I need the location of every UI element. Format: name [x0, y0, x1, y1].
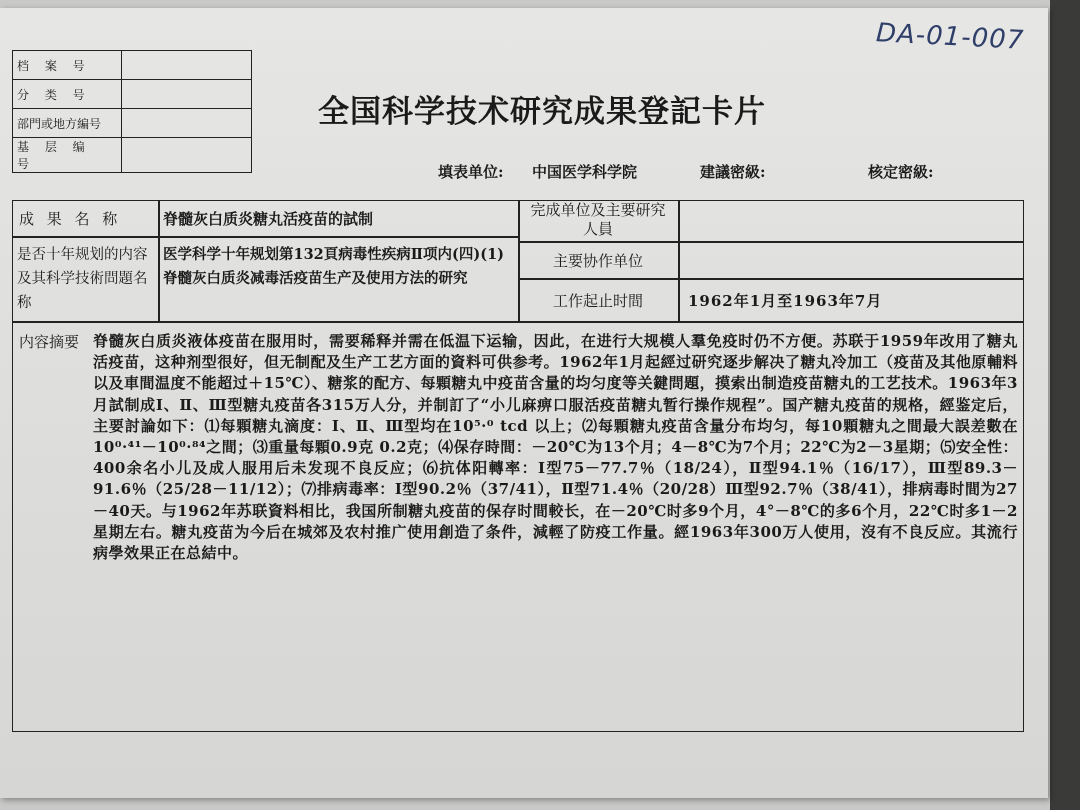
row-divider — [518, 241, 1023, 243]
registry-value — [122, 80, 252, 109]
abstract-text: 脊髓灰白质炎液体疫苗在服用时，需要稀释并需在低温下运输，因此，在进行大规模人羣免疫时仍不方便。苏联于1959年改用了糖丸活疫苗，这种剂型很好，但无制配及生产工艺方面的資料可供参考。1962年1月起經过研究逐步解决了糖丸冷加工（疫苗及其他原輔料以及車間温度不能超过＋15℃）、糖浆的配方、每顆糖丸中疫苗含量的均匀度等关鍵問題，摸索出制造疫苗糖丸的工艺技术。1963年3月試制成Ⅰ、Ⅱ、Ⅲ型糖丸疫苗各315万人分，并制訂了“小儿麻痹口服活疫苗糖丸暂行操作规程”。国产糖丸疫苗的规格，經鉴定后，主要討論如下：⑴每顆糖丸滴度：Ⅰ、Ⅱ、Ⅲ型均在10⁵·⁰ tcd 以上；⑵每顆糖丸疫苗含量分布均匀，每10顆糖丸之間最大誤差數在10⁰·⁴¹－10⁰·⁸⁴之間；⑶重量每顆0.9克 0.2克；⑷保存時間：－20℃为13个月；4－8℃为7个月；22℃为2－3星期；⑸安全性：400余名小儿及成人服用后未发现不良反应；⑹抗体阳轉率：Ⅰ型75－77.7％（18/24），Ⅱ型94.1％（16/17），Ⅲ型89.3－91.6％（25/28－11/12）；⑺排病毒率：Ⅰ型90.2％（37/41），Ⅱ型71.4％（20/28）Ⅲ型92.7％（38/41），排病毒时間为27－40天。与1962年苏联資料相比，我国所制糖丸疫苗的保存时間較长，在－20℃时多9个月，4°－8℃的多6个月，22℃时多1－2星期左右。糖丸疫苗为今后在城郊及农村推广使用創造了条件，減輕了防疫工作量。經1963年300万人使用，沒有不良反应。其流行病學效果正在总結中。 — [93, 332, 1018, 563]
result-name-label: 成 果 名 称 — [19, 210, 122, 228]
registry-table — [12, 50, 252, 173]
approved-secrecy-label: 核定密級: — [868, 163, 934, 181]
abstract-label: 内容摘要 — [19, 333, 80, 351]
suggested-secrecy-label: 建議密級: — [700, 163, 766, 181]
registry-value — [122, 138, 252, 173]
row-divider — [13, 236, 518, 238]
fill-unit-label: 填表单位: — [438, 163, 504, 181]
archive-code: DA-01-007 — [875, 18, 1025, 56]
registration-card — [0, 8, 1048, 798]
card-title: 全国科学技术研究成果登記卡片 — [318, 94, 766, 130]
plan-value: 医学科学十年规划第132頁病毒性疾病Ⅱ项内(四)(1)脊髓灰白质炎减毒活疫苗生产及使用方法的研究 — [163, 246, 505, 287]
fill-unit-value: 中国医学科学院 — [532, 163, 638, 181]
col-divider — [678, 201, 680, 321]
period-label: 工作起止时間 — [552, 292, 643, 310]
plan-label: 是否十年规划的内容及其科学技術問題名称 — [17, 247, 148, 311]
period-value: 1962年1月至1963年7月 — [688, 292, 883, 310]
col-divider — [518, 201, 520, 321]
registry-label: 档 案 号 — [13, 51, 122, 80]
registry-label: 部門或地方編号 — [13, 109, 122, 138]
registry-label: 分 类 号 — [13, 80, 122, 109]
unit-label: 完成单位及主要研究人員 — [530, 201, 666, 238]
background-edge — [1050, 0, 1080, 810]
record-table — [12, 200, 1024, 732]
registry-value — [122, 109, 252, 138]
row-divider — [13, 321, 1023, 323]
registry-label: 基 层 编 号 — [13, 138, 122, 173]
col-divider — [158, 201, 160, 321]
result-name-value: 脊髓灰白质炎糖丸活疫苗的試制 — [163, 210, 374, 228]
registry-value — [122, 51, 252, 80]
coop-label: 主要协作单位 — [552, 252, 643, 270]
row-divider — [518, 278, 1023, 280]
